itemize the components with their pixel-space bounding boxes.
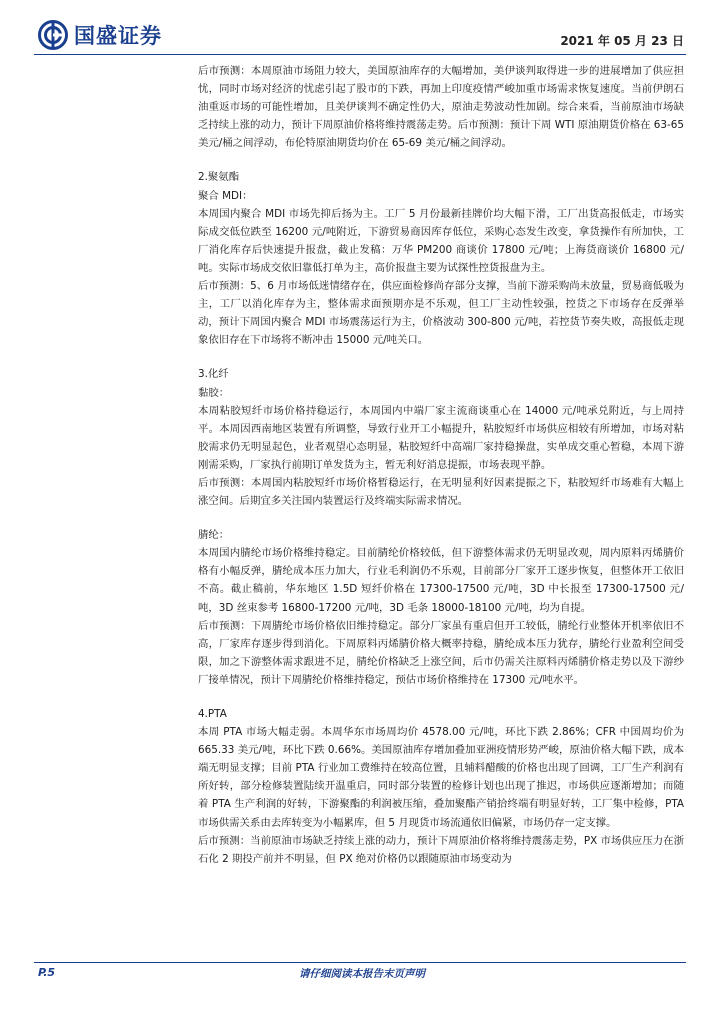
guosheng-logo-icon [38, 20, 68, 50]
footer-divider [34, 962, 686, 963]
acrylic-paragraph: 本周国内腈纶市场价格维持稳定。目前腈纶价格较低，但下游整体需求仍无明显改观，周内原料丙烯腈价格有小幅反弹，腈纶成本压力加大，行业毛利润仍不乐观，目前部分厂家开工逐步恢复，但整体开工依旧不高。截止稿前，华东地区 1.5D 短纤价格在 17300-17500 元/吨，3D 中长报至 17300-17500 元/吨，3D 丝束参考 16800-17200 元/吨，3D 毛条 18000-18100 元/吨，均为自提。 [198, 547, 684, 614]
page-header [0, 0, 724, 58]
header-divider [34, 54, 686, 55]
page-number: P.5 [38, 966, 56, 979]
pta-forecast-paragraph: 后市预测：当前原油市场缺乏持续上涨的动力，预计下周原油价格将维持震荡走势，PX 市场供应压力在浙石化 2 期投产前并不明显，但 PX 绝对价格仍以跟随原油市场变动为 [198, 834, 684, 865]
acrylic-forecast-paragraph: 后市预测：下周腈纶市场价格依旧维持稳定。部分厂家虽有重启但开工较低，腈纶行业整体开机率依旧不高，厂家库存逐步得到消化。下周原料丙烯腈价格大概率持稳，腈纶成本压力犹存，腈纶行业盈利空间受限，加之下游整体需求跟进不足，腈纶价格缺乏上涨空间，后市仍需关注原料丙烯腈价格走势以及下游纱厂接单情况，预计下周腈纶价格维持稳定，预估市场价格维持在 17300 元/吨水平。 [198, 619, 684, 686]
mdi-label: 聚合 MDI： [198, 189, 253, 202]
section-heading-chemical-fiber: 3.化纤 [198, 368, 229, 381]
mdi-forecast-paragraph: 后市预测：5、6 月市场低迷情绪存在，供应面检修尚存部分支撑，当前下游采购尚未放量，贸易商低吸为主，工厂以消化库存为主，整体需求面预期亦是不乐观，但工厂主动性较强，控货之下市场存在反弹举动，预计下周国内聚合 MDI 市场震荡运行为主，价格波动 300-800 元/吨，若控货节奏失败，高报低走现象依旧存在下市场将不断冲击 15000 元/吨关口。 [198, 280, 684, 347]
section-heading-polyurethane: 2.聚氨酯 [198, 171, 240, 184]
brand-name: 国盛证券 [74, 24, 162, 48]
section-heading-pta: 4.PTA [198, 708, 227, 720]
viscose-paragraph: 本周粘胶短纤市场价格持稳运行，本周国内中端厂家主流商谈重心在 14000 元/吨承兑附近，与上周持平。本周因西南地区装置有所调整，导致行业开工小幅提升，粘胶短纤市场供应相较有所增加，市场对粘胶需求仍无明显起色，业者观望心态明显，粘胶短纤中高端厂家持稳操盘，实单成交重心暂稳，本周下游刚需采购，厂家执行前期订单发货为主，暂无利好消息提振，市场表现平静。 [198, 404, 684, 471]
pta-paragraph: 本周 PTA 市场大幅走弱。本周华东市场周均价 4578.00 元/吨，环比下跌 2.86%；CFR 中国周均价为 665.33 美元/吨，环比下跌 0.66%。美国原油库存增加叠加亚洲疫情形势严峻，原油价格大幅下跌，成本端无明显支撑；目前 PTA 行业加工费维持在较高位置，且辅料醋酸的价格也出现了回调，工厂生产利润有所好转，部分检修装置陆续开温重启，同时部分装置的检修计划也出现了推迟，市场供应逐渐增加；而随着 PTA 生产利润的好转，下游聚酯的利润被压缩，叠加聚酯产销拾终端有明显好转，工厂集中检修，PTA 市场供需关系由去库转变为小幅累库，但 5 月现货市场流通依旧偏紧，市场仍存一定支撑。 [198, 726, 684, 829]
acrylic-label: 腈纶： [198, 529, 230, 542]
oil-forecast-paragraph: 后市预测：本周原油市场阻力较大，美国原油库存的大幅增加，美伊谈判取得进一步的进展增加了供应担忧，同时市场对经济的忧虑引起了股市的下跌，再加上印度疫情严峻加重市场需求恢复速度。当前伊朗石油重返市场的可能性增加，且美伊谈判不确定性仍大，原油走势波动性加剧。综合来看，当前原油市场缺乏持续上涨的动力，预计下周原油价格将维持震荡走势。后市预测：预计下周 WTI 原油期货价格在 63-65 美元/桶之间浮动，布伦特原油期货均价在 65-69 美元/桶之间浮动。 [198, 65, 684, 150]
report-body [198, 62, 684, 868]
viscose-forecast-paragraph: 后市预测：本周国内粘胶短纤市场价格暂稳运行，在无明显利好因素提振之下，粘胶短纤市场难有大幅上涨空间。后期宜多关注国内装置运行及终端实际需求情况。 [198, 476, 684, 508]
brand-logo [38, 20, 162, 50]
mdi-paragraph: 本周国内聚合 MDI 市场先抑后扬为主。工厂 5 月份最新挂牌价均大幅下滑，工厂出货高报低走，市场实际成交低位跌至 16200 元/吨附近，下游贸易商因库存低位，采购心态发生改变，拿货操作有所加快，工厂消化库存后快速提升报盘，截止发稿：万华 PM200 商谈价 17800 元/吨；上海货商谈价 16800 元/吨。实际市场成交依旧靠低打单为主，高价报盘主要为试探性控货报盘为主。 [198, 207, 684, 274]
viscose-label: 黏胶： [198, 386, 230, 399]
footer-disclaimer: 请仔细阅读本报告末页声明 [299, 968, 425, 980]
report-date: 2021 年 05 月 23 日 [560, 34, 684, 48]
